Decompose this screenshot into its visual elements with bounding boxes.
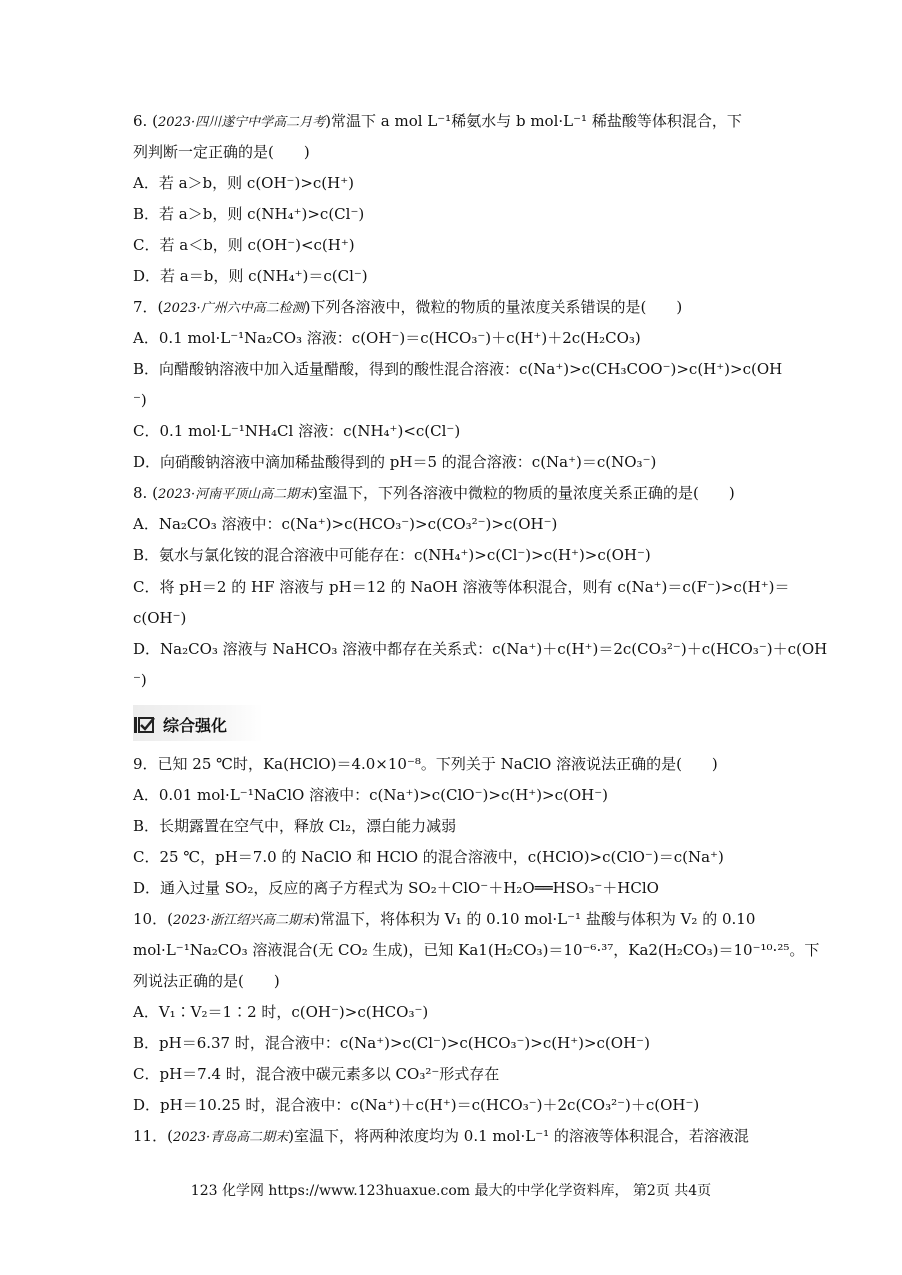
line-22: C．25 ℃，pH＝7.0 的 NaClO 和 HClO 的混合溶液中，c(HClO)>c(ClO⁻)＝c(Na⁺)	[133, 848, 724, 866]
line-11: D．向硝酸钠溶液中滴加稀盐酸得到的 pH＝5 的混合溶液：c(Na⁺)＝c(NO₃⁻)	[133, 453, 657, 471]
line-14: B．氨水与氯化铵的混合溶液中可能存在：c(NH₄⁺)>c(Cl⁻)>c(H⁺)>c(OH⁻)	[133, 546, 651, 564]
line-5: D．若 a＝b，则 c(NH₄⁺)＝c(Cl⁻)	[133, 267, 368, 285]
line-2: A．若 a＞b，则 c(OH⁻)>c(H⁺)	[133, 174, 354, 192]
line-28: B．pH＝6.37 时，混合液中：c(Na⁺)>c(Cl⁻)>c(HCO₃⁻)>c(H⁺)>c(OH⁻)	[133, 1034, 650, 1052]
line-31: 11．(2023·青岛高二期末)室温下，将两种浓度均为 0.1 mol·L⁻¹ 的溶液等体积混合，若溶液混	[133, 1127, 749, 1145]
line-16: c(OH⁻)	[133, 609, 187, 627]
line-26: 列说法正确的是( )	[133, 972, 280, 990]
line-3: B．若 a＞b，则 c(NH₄⁺)>c(Cl⁻)	[133, 205, 365, 223]
section-title: 综合强化	[163, 716, 228, 735]
line-9: ⁻)	[133, 391, 147, 409]
line-23: D．通入过量 SO₂，反应的离子方程式为 SO₂＋ClO⁻＋H₂O══HSO₃⁻＋HClO	[133, 879, 659, 897]
line-24: 10．(2023·浙江绍兴高二期末)常温下，将体积为 V₁ 的 0.10 mol·L⁻¹ 盐酸与体积为 V₂ 的 0.10	[133, 910, 756, 928]
line-21: B．长期露置在空气中，释放 Cl₂，漂白能力减弱	[133, 817, 457, 835]
line-0: 6. (2023·四川遂宁中学高二月考)常温下 a mol L⁻¹稀氨水与 b mol·L⁻¹ 稀盐酸等体积混合，下	[133, 112, 742, 130]
checklist-icon	[133, 716, 155, 734]
line-4: C．若 a＜b，则 c(OH⁻)<c(H⁺)	[133, 236, 355, 254]
line-12: 8. (2023·河南平顶山高二期末)室温下，下列各溶液中微粒的物质的量浓度关系正确的是( )	[133, 484, 735, 502]
line-30: D．pH＝10.25 时，混合液中：c(Na⁺)＋c(H⁺)＝c(HCO₃⁻)＋2c(CO₃²⁻)＋c(OH⁻)	[133, 1096, 700, 1114]
line-13: A．Na₂CO₃ 溶液中：c(Na⁺)>c(HCO₃⁻)>c(CO₃²⁻)>c(OH⁻)	[133, 515, 558, 533]
line-8: B．向醋酸钠溶液中加入适量醋酸，得到的酸性混合溶液：c(Na⁺)>c(CH₃COO⁻)>c(H⁺)>c(OH	[133, 360, 783, 378]
line-19: 9．已知 25 ℃时，Ka(HClO)＝4.0×10⁻⁸。下列关于 NaClO 溶液说法正确的是( )	[133, 755, 718, 773]
line-7: A．0.1 mol·L⁻¹Na₂CO₃ 溶液：c(OH⁻)＝c(HCO₃⁻)＋c(H⁺)＋2c(H₂CO₃)	[133, 329, 641, 347]
line-20: A．0.01 mol·L⁻¹NaClO 溶液中：c(Na⁺)>c(ClO⁻)>c(H⁺)>c(OH⁻)	[133, 786, 609, 804]
line-15: C．将 pH＝2 的 HF 溶液与 pH＝12 的 NaOH 溶液等体积混合，则有 c(Na⁺)＝c(F⁻)>c(H⁺)＝	[133, 578, 790, 596]
line-25: mol·L⁻¹Na₂CO₃ 溶液混合(无 CO₂ 生成)，已知 Ka1(H₂CO₃)＝10⁻⁶·³⁷，Ka2(H₂CO₃)＝10⁻¹⁰·²⁵。下	[133, 941, 820, 959]
line-1: 列判断一定正确的是( )	[133, 143, 310, 161]
section-header	[133, 713, 227, 736]
line-10: C．0.1 mol·L⁻¹NH₄Cl 溶液：c(NH₄⁺)<c(Cl⁻)	[133, 422, 461, 440]
line-27: A．V₁∶V₂＝1∶2 时，c(OH⁻)>c(HCO₃⁻)	[133, 1003, 429, 1021]
line-29: C．pH＝7.4 时，混合液中碳元素多以 CO₃²⁻形式存在	[133, 1065, 500, 1083]
line-6: 7．(2023·广州六中高二检测)下列各溶液中，微粒的物质的量浓度关系错误的是( )	[133, 298, 683, 316]
line-17: D．Na₂CO₃ 溶液与 NaHCO₃ 溶液中都存在关系式：c(Na⁺)＋c(H⁺)＝2c(CO₃²⁻)＋c(HCO₃⁻)＋c(OH	[133, 640, 828, 658]
page-footer: 123 化学网 https://www.123huaxue.com 最大的中学化学资料库， 第2页 共4页	[190, 1183, 712, 1199]
line-18: ⁻)	[133, 671, 147, 689]
